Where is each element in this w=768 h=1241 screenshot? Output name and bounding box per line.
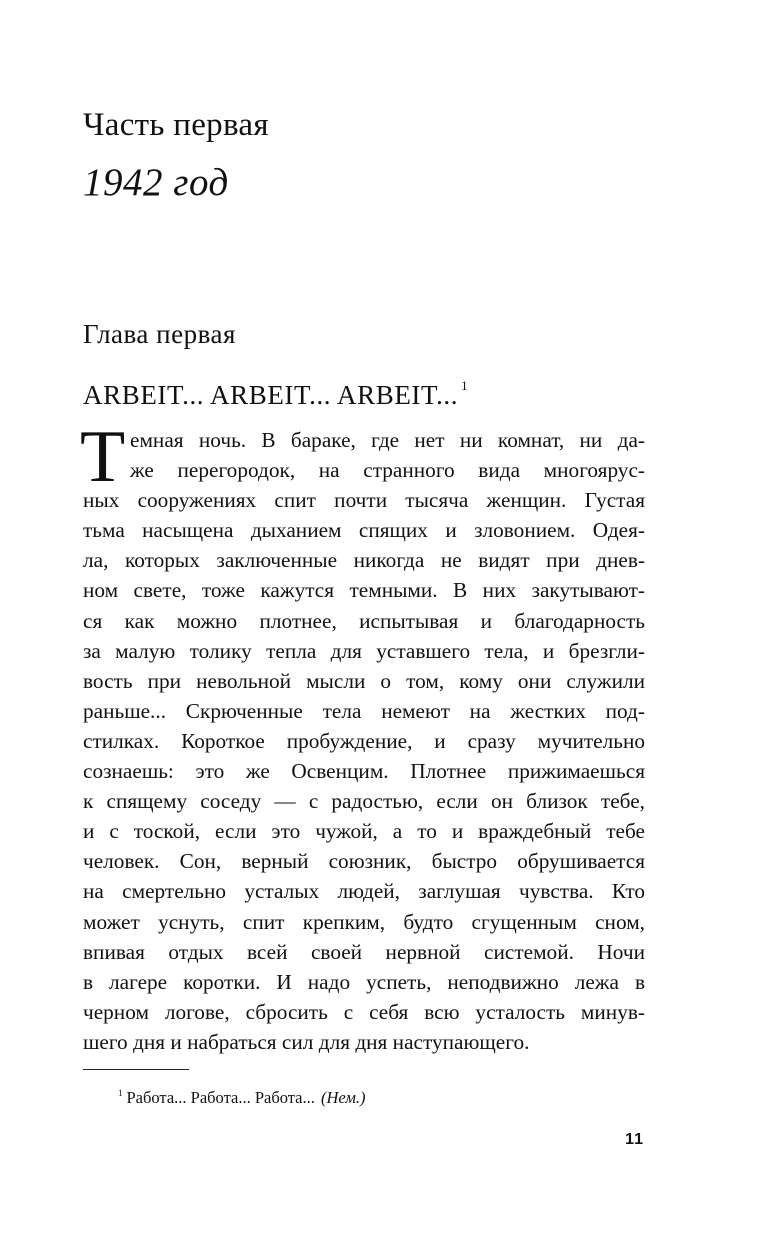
- body-line: стилках. Короткое пробуждение, и сразу мучительно: [83, 728, 645, 753]
- body-line: же перегородок, на странного вида многоярус-: [130, 458, 645, 483]
- body-line: к спящему соседу — с радостью, если он близок тебе,: [83, 789, 645, 814]
- part-year: 1942 год: [83, 161, 229, 204]
- body-line: ном свете, тоже кажутся темными. В них закутывают-: [83, 578, 645, 603]
- page-number: 11: [625, 1131, 644, 1148]
- footnote: [118, 1081, 365, 1110]
- body-text: [80, 416, 645, 1057]
- drop-cap: Т: [80, 416, 126, 498]
- chapter-title: Глава первая: [83, 319, 236, 349]
- body-line: сознаешь: это же Освенцим. Плотнее прижимаешься: [83, 759, 645, 784]
- body-line: емная ночь. В бараке, где нет ни комнат, ни да-: [130, 428, 645, 452]
- footnote-reference: 1: [461, 378, 468, 393]
- footnote-marker: 1: [118, 1088, 123, 1098]
- body-line: ных сооружениях спит почти тысяча женщин. Густая: [83, 488, 645, 513]
- body-line: шего дня и набраться сил для дня наступающего.: [83, 1029, 530, 1054]
- body-line: в лагере коротки. И надо успеть, неподвижно лежа в: [83, 969, 645, 994]
- body-line: тьма насыщена дыханием спящих и зловонием. Одея-: [83, 518, 645, 543]
- footnote-separator: [83, 1069, 189, 1070]
- body-line: впивая отдых всей своей нервной системой. Ночи: [83, 939, 645, 964]
- chapter-subtitle: [83, 367, 468, 414]
- body-line: за малую толику тепла для уставшего тела, и брезгли-: [83, 638, 645, 663]
- body-line: на смертельно усталых людей, заглушая чувства. Кто: [83, 879, 645, 904]
- body-line: и с тоской, если это чужой, а то и враждебный тебе: [83, 819, 645, 844]
- body-line: ла, которых заключенные никогда не видят при днев-: [83, 548, 645, 573]
- body-line: раньше... Скрюченные тела немеют на жестких под-: [83, 698, 645, 723]
- body-line: ся как можно плотнее, испытывая и благодарность: [83, 608, 645, 633]
- part-title: Часть первая: [83, 107, 269, 143]
- body-line: черном логове, сбросить с себя всю усталость минув-: [83, 999, 645, 1024]
- chapter-subtitle-text: ARBEIT... ARBEIT... ARBEIT...: [83, 380, 459, 410]
- body-line: человек. Сон, верный союзник, быстро обрушивается: [83, 849, 645, 874]
- footnote-note: (Нем.): [321, 1088, 366, 1107]
- body-line: может уснуть, спит крепким, будто сгущенным сном,: [83, 909, 645, 934]
- body-line: вость при невольной мысли о том, кому они служили: [83, 668, 645, 693]
- footnote-text: Работа... Работа... Работа...: [126, 1088, 315, 1107]
